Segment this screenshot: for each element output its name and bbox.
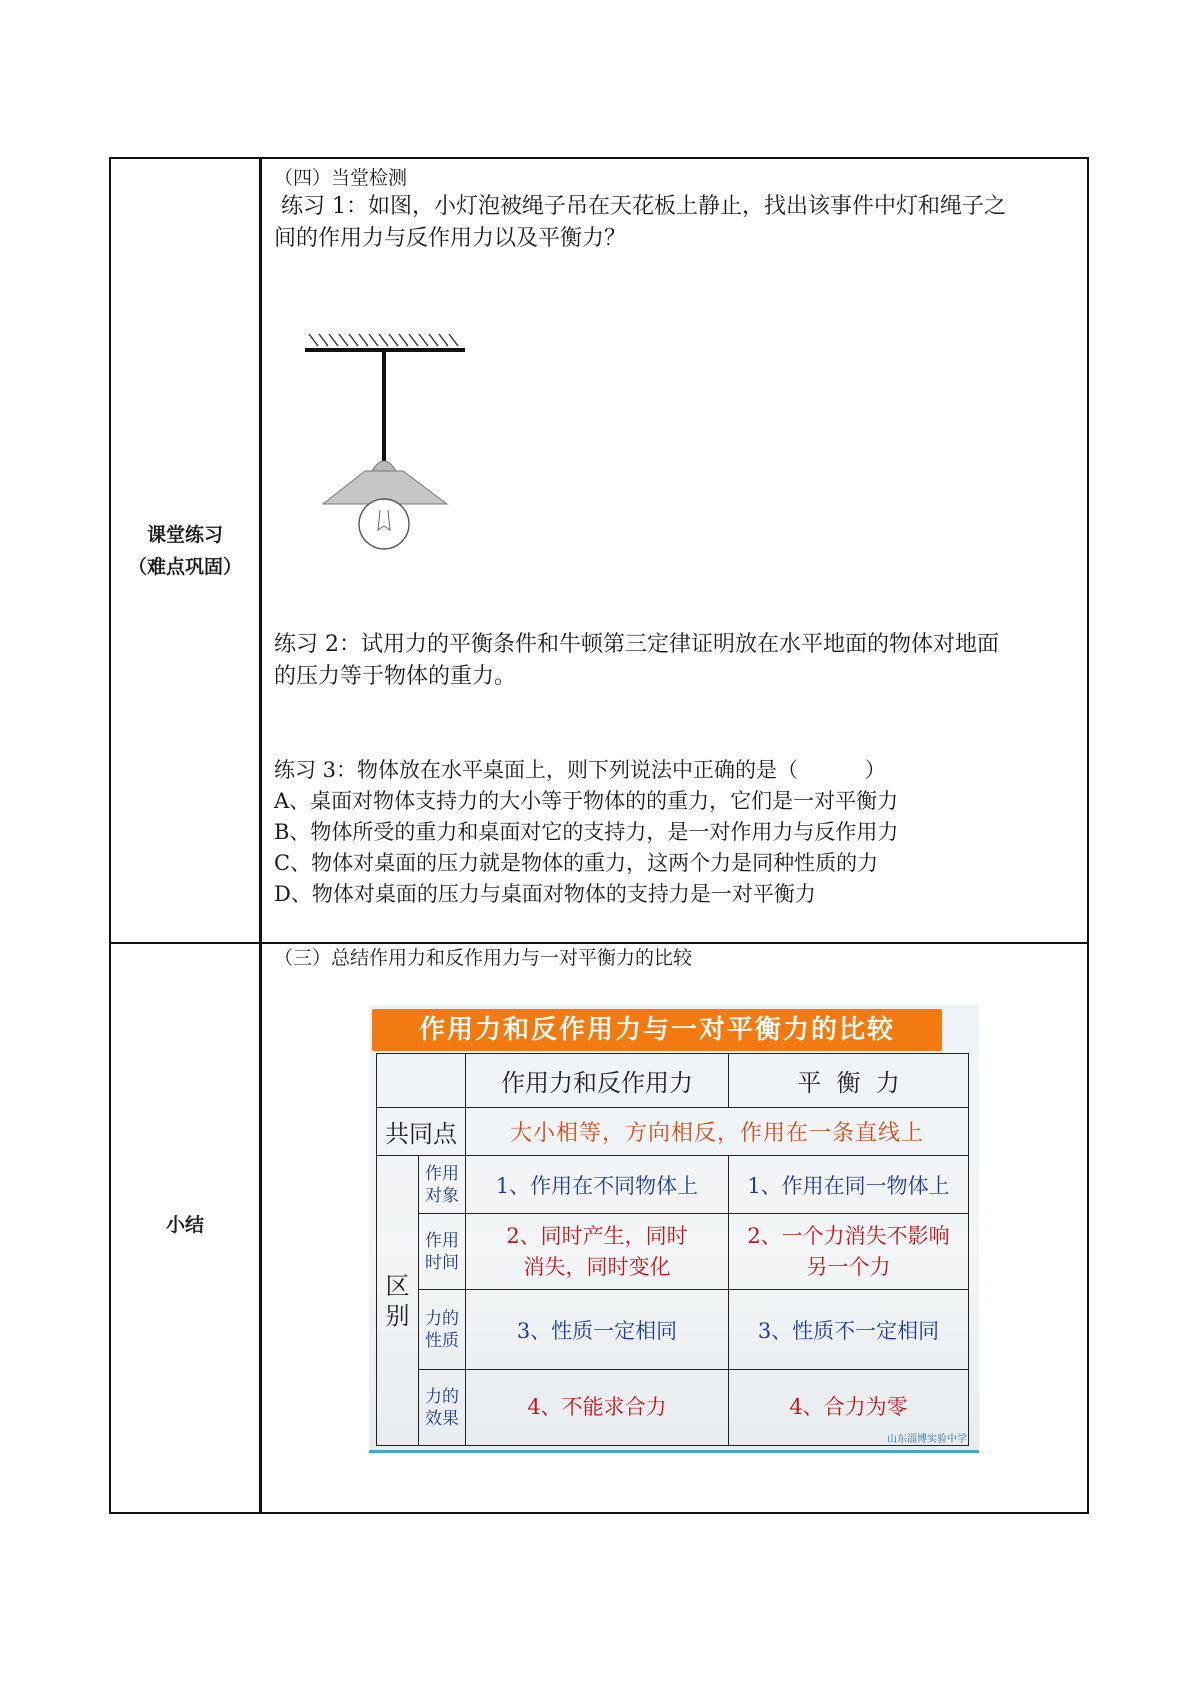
ceiling-hatching	[309, 334, 458, 346]
exercise-2-line1: 练习 2：试用力的平衡条件和牛顿第三定律证明放在水平地面的物体对地面	[274, 632, 999, 657]
school-watermark: 山东淄博实验中学	[887, 1434, 967, 1445]
header-action-reaction: 作用力和反作用力	[466, 1054, 729, 1108]
slide-title-bar	[372, 1009, 942, 1051]
common-label: 共同点	[377, 1108, 466, 1156]
attribute-nature	[419, 1290, 466, 1370]
action-time-line2: 消失，同时变化	[523, 1254, 671, 1279]
attribute-object-line1: 作用	[425, 1163, 459, 1184]
exercise-1	[274, 165, 1082, 255]
exercise-3-option-c: C、物体对桌面的压力就是物体的重力，这两个力是同种性质的力	[274, 851, 879, 875]
comparison-slide	[369, 1005, 979, 1453]
attribute-nature-line2: 性质	[425, 1330, 459, 1351]
practice-heading: （四）当堂检测	[274, 167, 408, 189]
comparison-table	[376, 1053, 969, 1446]
summary-heading: （三）总结作用力和反作用力与一对平衡力的比较	[274, 947, 693, 969]
row-label-summary: 小结	[165, 1214, 204, 1236]
action-nature-cell: 3、性质一定相同	[466, 1290, 729, 1370]
slide-title: 作用力和反作用力与一对平衡力的比较	[418, 1015, 895, 1045]
row-label-practice	[111, 519, 259, 583]
attribute-time-line2: 时间	[425, 1252, 459, 1273]
difference-label-line1: 区	[385, 1271, 410, 1300]
balance-time-cell	[729, 1214, 969, 1290]
difference-label-line2: 别	[385, 1301, 410, 1330]
balance-nature-cell: 3、性质不一定相同	[729, 1290, 969, 1370]
exercise-2	[274, 629, 1082, 693]
slide-bottom-strip	[369, 1450, 979, 1453]
attribute-effect	[419, 1370, 466, 1446]
hanging-lamp-figure	[301, 334, 481, 559]
action-time-cell	[466, 1214, 729, 1290]
attribute-object-line2: 对象	[425, 1185, 459, 1206]
attribute-time-line1: 作用	[425, 1230, 459, 1251]
exercise-1-line1: 练习 1：如图，小灯泡被绳子吊在天花板上静止，找出该事件中灯和绳子之	[274, 194, 1006, 219]
row-label-practice-line1: 课堂练习	[146, 524, 223, 546]
exercise-3-stem: 练习 3：物体放在水平桌面上，则下列说法中正确的是（ ）	[274, 758, 886, 782]
exercise-3	[274, 755, 1082, 910]
column-divider	[259, 159, 262, 1512]
light-bulb	[359, 499, 409, 549]
header-balance: 平 衡 力	[729, 1054, 969, 1108]
action-effect-cell: 4、不能求合力	[466, 1370, 729, 1446]
attribute-effect-line1: 力的	[425, 1386, 459, 1407]
exercise-3-option-b: B、物体所受的重力和桌面对它的支持力，是一对作用力与反作用力	[274, 820, 899, 844]
balance-effect-cell: 4、合力为零	[729, 1370, 969, 1446]
exercise-3-option-a: A、桌面对物体支持力的大小等于物体的的重力，它们是一对平衡力	[274, 789, 899, 813]
exercise-2-line2: 的压力等于物体的重力。	[274, 664, 517, 689]
balance-object-cell: 1、作用在同一物体上	[729, 1156, 969, 1214]
action-time-line1: 2、同时产生，同时	[506, 1223, 688, 1248]
attribute-effect-line2: 效果	[425, 1408, 459, 1429]
action-object-cell: 1、作用在不同物体上	[466, 1156, 729, 1214]
attribute-object	[419, 1156, 466, 1214]
exercise-1-line2: 间的作用力与反作用力以及平衡力？	[274, 226, 627, 251]
exercise-3-option-d: D、物体对桌面的压力与桌面对物体的支持力是一对平衡力	[274, 882, 816, 906]
row-divider	[111, 942, 1087, 944]
difference-label	[377, 1156, 419, 1446]
balance-time-line1: 2、一个力消失不影响	[747, 1223, 950, 1248]
corner-cell	[377, 1054, 466, 1108]
row-label-practice-line2: （难点巩固）	[127, 556, 242, 578]
lamp-cap	[372, 461, 396, 471]
attribute-time	[419, 1214, 466, 1290]
common-value: 大小相等，方向相反，作用在一条直线上	[466, 1108, 969, 1156]
balance-time-line2: 另一个力	[806, 1254, 891, 1279]
attribute-nature-line1: 力的	[425, 1308, 459, 1329]
